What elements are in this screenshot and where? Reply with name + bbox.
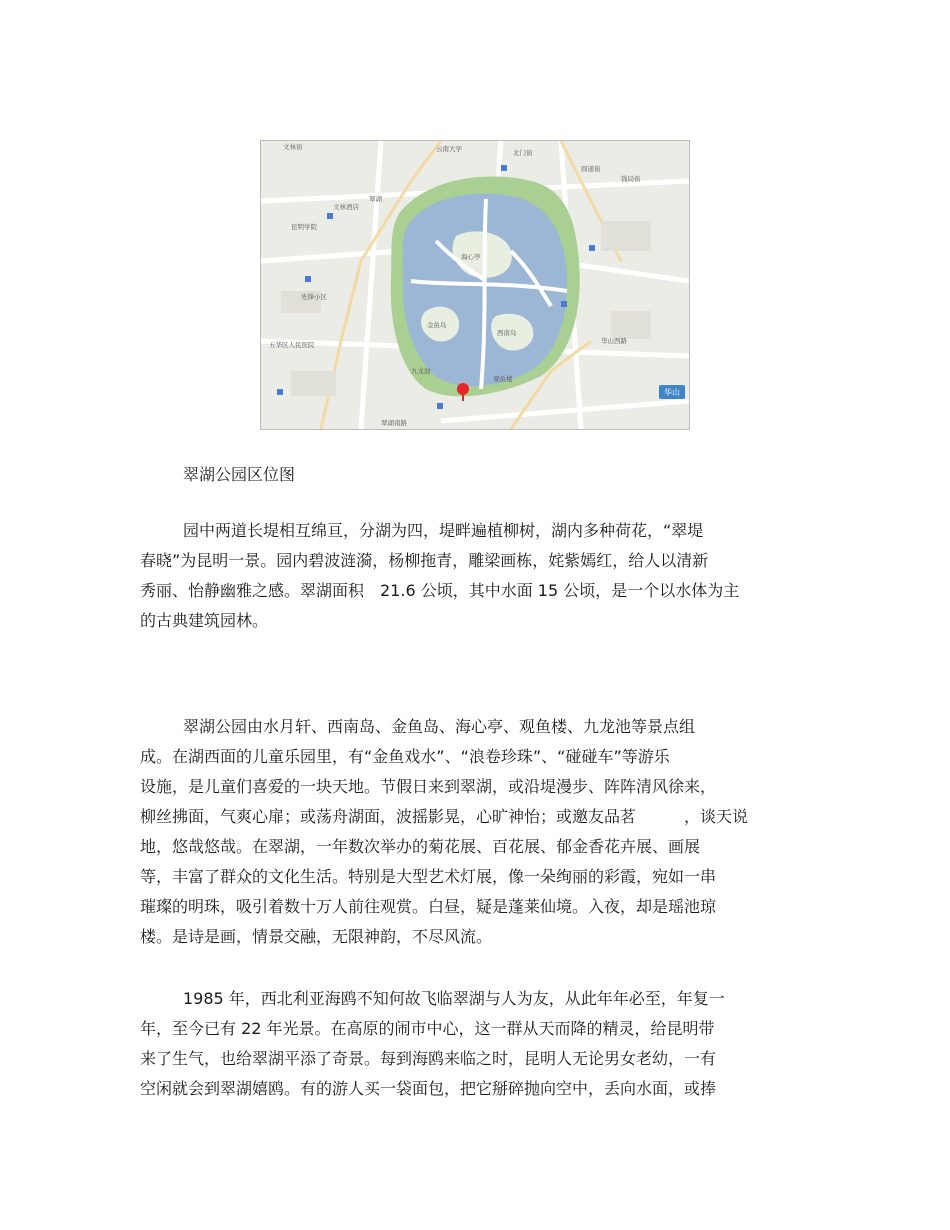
map-label: 云南大学 [436, 145, 462, 153]
map-label: 北门街 [513, 149, 533, 157]
paragraph-line: 设施，是儿童们喜爱的一块天地。节假日来到翠湖，或沿堤漫步、阵阵清风徐来， [140, 777, 717, 796]
map-label: 西南岛 [497, 329, 517, 337]
paragraph-line: 地，悠哉悠哉。在翠湖，一年数次举办的菊花展、百花展、郁金香花卉展、画展 [140, 837, 701, 856]
map-caption: 翠湖公园区位图 [183, 465, 296, 484]
paragraph-line: 春晓”为昆明一景。园内碧波涟漪，杨柳拖青，雕梁画栋，姹紫嫣红，给人以清新 [140, 551, 709, 570]
map-label: 观鱼楼 [493, 375, 513, 383]
map-label: 五华区人民医院 [269, 341, 315, 349]
map-label: 海心亭 [461, 253, 481, 261]
map-label: 文林酒店 [333, 203, 359, 211]
map-label: 金鱼岛 [427, 321, 447, 329]
paragraph-line: 来了生气，也给翠湖平添了奇景。每到海鸥来临之时，昆明人无论男女老幼，一有 [140, 1049, 717, 1068]
map-label: 先锋小区 [301, 293, 327, 301]
huashan-badge-label: 华山 [664, 388, 680, 397]
paragraph-line: 翠湖公园由水月轩、西南岛、金鱼岛、海心亭、观鱼楼、九龙池等景点组 [183, 717, 696, 736]
map-label: 昆明学院 [291, 223, 317, 231]
map-label: 九龙池 [411, 367, 431, 375]
map-label: 圆通街 [581, 165, 601, 173]
paragraph-line: 园中两道长堤相互绵亘，分湖为四，堤畔遍植柳树，湖内多种荷花，“翠堤 [183, 521, 704, 540]
paragraph-line: 成。在湖西面的儿童乐园里，有“金鱼戏水”、“浪卷珍珠”、“碰碰车”等游乐 [140, 747, 670, 766]
paragraph-line: 年，至今已有 22 年光景。在高原的闹市中心，这一群从天而降的精灵，给昆明带 [140, 1019, 715, 1038]
map-label: 翠湖 [369, 195, 382, 203]
paragraph-line: 空闲就会到翠湖嬉鸥。有的游人买一袋面包，把它掰碎抛向空中，丢向水面，或捧 [140, 1079, 717, 1098]
paragraph-line: 楼。是诗是画，情景交融，无限神韵，不尽风流。 [140, 927, 493, 946]
paragraph-line: 的古典建筑园林。 [140, 611, 269, 630]
map-label: 钱局街 [621, 175, 641, 183]
paragraph-line: 秀丽、怡静幽雅之感。翠湖面积 21.6 公顷，其中水面 15 公顷，是一个以水体为主 [140, 581, 740, 600]
location-map [260, 140, 690, 430]
paragraph-2 [140, 712, 820, 952]
map-label: 文林街 [283, 143, 303, 151]
paragraph-line: 柳丝拂面，气爽心扉；或荡舟湖面，波摇影晃，心旷神怡；或邀友品茗 ，谈天说 [140, 807, 749, 826]
map-label: 翠湖南路 [381, 419, 407, 427]
paragraph-1 [140, 516, 820, 636]
location-pin-icon [457, 383, 469, 401]
paragraph-3 [140, 984, 820, 1104]
paragraph-line: 璀璨的明珠，吸引着数十万人前往观赏。白昼，疑是蓬莱仙境。入夜，却是瑶池琼 [140, 897, 717, 916]
map-label: 华山西路 [601, 337, 627, 345]
map-graphic [261, 141, 689, 429]
paragraph-line: 1985 年，西北利亚海鸥不知何故飞临翠湖与人为友，从此年年必至，年复一 [183, 989, 725, 1008]
paragraph-line: 等，丰富了群众的文化生活。特别是大型艺术灯展，像一朵绚丽的彩霞，宛如一串 [140, 867, 717, 886]
